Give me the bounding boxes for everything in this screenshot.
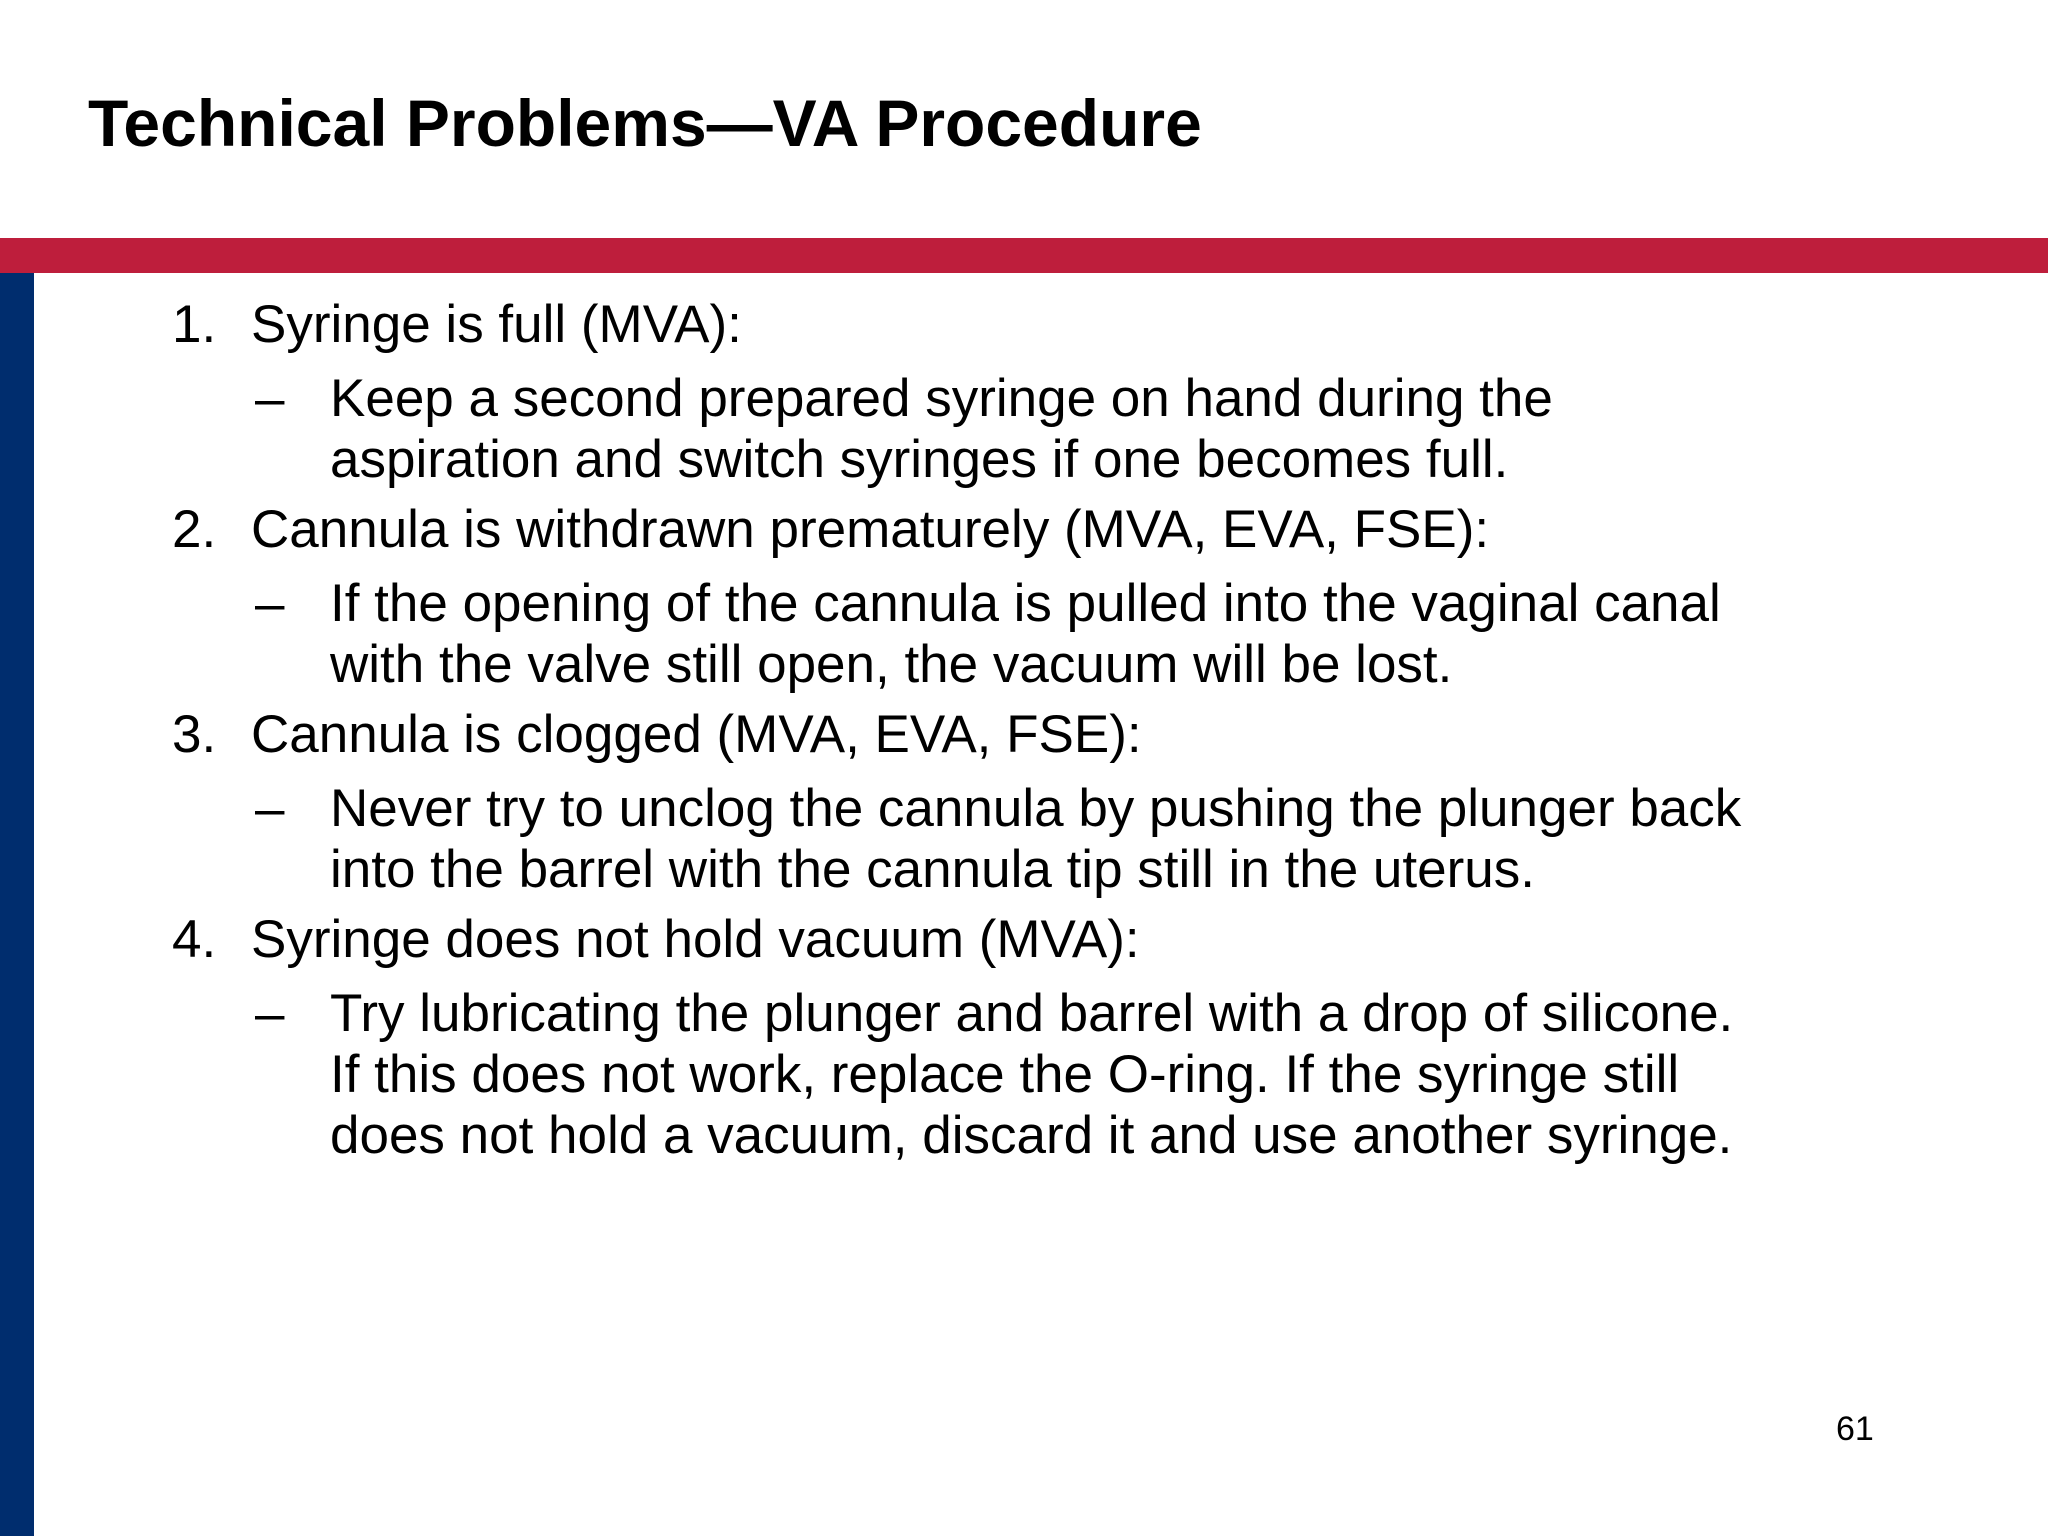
page-number: 61 <box>1836 1410 1874 1448</box>
slide-title: Technical Problems—VA Procedure <box>88 86 1202 160</box>
sub-item-text: If the opening of the cannula is pulled into the vaginal canal with the valve still open, the vacuum will be lost. <box>330 574 1721 694</box>
item-heading: Syringe does not hold vacuum (MVA): <box>251 910 1140 969</box>
item-heading: Cannula is clogged (MVA, EVA, FSE): <box>251 705 1142 764</box>
list-item <box>172 499 1892 560</box>
item-number: 3. <box>172 705 217 764</box>
problem-list <box>172 294 1892 1166</box>
sub-item-text: Never try to unclog the cannula by pushing the plunger back into the barrel with the cannula tip still in the uterus. <box>330 779 1742 899</box>
item-number: 2. <box>172 500 217 559</box>
sub-item <box>172 368 1892 490</box>
dash-bullet: – <box>255 574 285 633</box>
title-divider-bar <box>0 238 2048 273</box>
list-item <box>172 294 1892 355</box>
dash-bullet: – <box>255 779 285 838</box>
item-number: 4. <box>172 910 217 969</box>
left-accent-bar <box>0 273 34 1536</box>
item-number: 1. <box>172 295 217 354</box>
sub-item <box>172 573 1892 695</box>
sub-item-text: Try lubricating the plunger and barrel with a drop of silicone. If this does not work, replace the O-ring. If the syringe still does not hold a vacuum, discard it and use another syringe. <box>330 984 1734 1165</box>
dash-bullet: – <box>255 984 285 1043</box>
item-heading: Syringe is full (MVA): <box>251 295 742 354</box>
list-item <box>172 704 1892 765</box>
sub-item <box>172 778 1892 900</box>
item-heading: Cannula is withdrawn prematurely (MVA, EVA, FSE): <box>251 500 1490 559</box>
dash-bullet: – <box>255 369 285 428</box>
list-item <box>172 909 1892 970</box>
sub-item <box>172 983 1892 1166</box>
sub-item-text: Keep a second prepared syringe on hand during the aspiration and switch syringes if one becomes full. <box>330 369 1553 489</box>
